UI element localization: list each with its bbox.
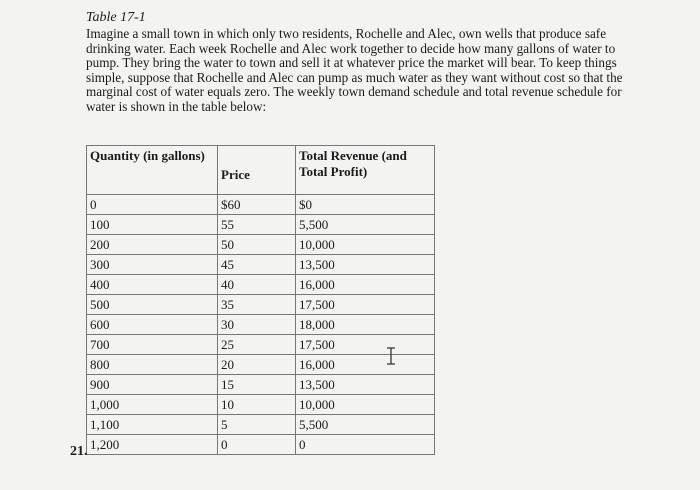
table-row	[87, 195, 435, 215]
cell-quantity: 500	[87, 295, 218, 315]
cell-quantity: 700	[87, 335, 218, 355]
cell-price: 15	[218, 375, 296, 395]
cell-revenue: 16,000	[296, 355, 435, 375]
cell-revenue: 16,000	[296, 275, 435, 295]
cell-price: 30	[218, 315, 296, 335]
cell-revenue: 18,000	[296, 315, 435, 335]
cell-price: 20	[218, 355, 296, 375]
cell-quantity: 300	[87, 255, 218, 275]
cell-quantity: 1,000	[87, 395, 218, 415]
cell-price: 35	[218, 295, 296, 315]
header-quantity: Quantity (in gallons)	[87, 146, 218, 195]
question-number: 21.	[70, 444, 88, 459]
cell-price: 25	[218, 335, 296, 355]
cell-quantity: 200	[87, 235, 218, 255]
cell-price: 5	[218, 415, 296, 435]
table-row	[87, 375, 435, 395]
cell-quantity: 100	[87, 215, 218, 235]
cell-price: 55	[218, 215, 296, 235]
cell-price: 10	[218, 395, 296, 415]
cell-revenue: 5,500	[296, 415, 435, 435]
cell-price: 50	[218, 235, 296, 255]
cell-quantity: 1,200	[87, 435, 218, 455]
cell-price: 45	[218, 255, 296, 275]
cell-revenue: 13,500	[296, 375, 435, 395]
table-row	[87, 355, 435, 375]
cell-revenue: $0	[296, 195, 435, 215]
cell-price: 40	[218, 275, 296, 295]
cell-revenue: 17,500	[296, 335, 435, 355]
table-row	[87, 215, 435, 235]
cell-quantity: 900	[87, 375, 218, 395]
cell-revenue: 0	[296, 435, 435, 455]
table-row	[87, 415, 435, 435]
cell-quantity: 1,100	[87, 415, 218, 435]
table-row	[87, 295, 435, 315]
cell-revenue: 13,500	[296, 255, 435, 275]
cell-revenue: 10,000	[296, 395, 435, 415]
table-row	[87, 255, 435, 275]
header-revenue: Total Revenue (and Total Profit)	[296, 146, 435, 195]
cell-quantity: 800	[87, 355, 218, 375]
table-row	[87, 335, 435, 355]
table-row	[87, 275, 435, 295]
demand-schedule-table	[86, 145, 435, 455]
table-title: Table 17-1	[86, 10, 146, 25]
cell-quantity: 400	[87, 275, 218, 295]
table-header-row	[87, 146, 435, 195]
table-row	[87, 235, 435, 255]
text-cursor-icon	[386, 347, 396, 365]
cell-revenue: 17,500	[296, 295, 435, 315]
table-row	[87, 395, 435, 415]
table-row	[87, 315, 435, 335]
cell-price: $60	[218, 195, 296, 215]
cell-price: 0	[218, 435, 296, 455]
cell-quantity: 0	[87, 195, 218, 215]
problem-paragraph: Imagine a small town in which only two residents, Rochelle and Alec, own wells that produce safe drinking water. Each week Rochelle and Alec work together to decide how many gallons of water to pump. They bring the water to town and sell it at whatever price the market will bear. To keep things simple, suppose that Rochelle and Alec can pump as much water as they want without cost so that the marginal cost of water equals zero. The weekly town demand schedule and total revenue schedule for water is shown in the table below:	[86, 26, 623, 114]
header-price: Price	[218, 146, 296, 195]
table-row	[87, 435, 435, 455]
cell-revenue: 5,500	[296, 215, 435, 235]
cell-revenue: 10,000	[296, 235, 435, 255]
cell-quantity: 600	[87, 315, 218, 335]
